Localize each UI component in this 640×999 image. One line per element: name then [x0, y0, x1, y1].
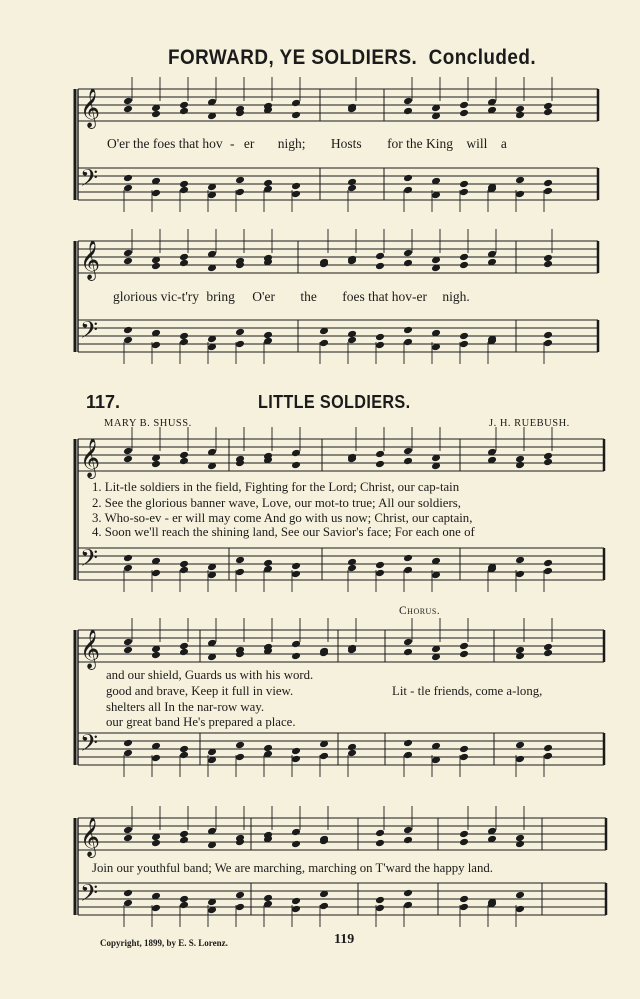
note-head [403, 638, 413, 647]
note-head [375, 829, 385, 838]
note-head [375, 333, 385, 342]
note-head [123, 889, 133, 898]
note-head [319, 339, 329, 348]
verse-line: and our shield, Guards us with his word. [106, 668, 314, 682]
note-head [403, 889, 413, 898]
note-head [179, 259, 189, 268]
note-head [543, 339, 553, 348]
note-head [291, 111, 301, 120]
note-head [235, 328, 245, 337]
chorus-lyric: Lit - tle friends, come a-long, [392, 684, 543, 698]
clef-icon: 𝄢 [80, 879, 99, 912]
note-head [375, 561, 385, 570]
note-head [179, 901, 189, 910]
note-head [515, 840, 525, 849]
page-number: 119 [334, 932, 355, 947]
note-head [123, 554, 133, 563]
note-head [375, 904, 385, 913]
note-head [179, 751, 189, 760]
lyric-line: O'er the foes that hov - er nigh; Hosts for the King will a [107, 136, 507, 151]
note-head [543, 567, 553, 576]
note-head [403, 566, 413, 575]
note-head [375, 569, 385, 578]
note-head [235, 556, 245, 565]
note-head [151, 460, 161, 469]
note-head [291, 640, 301, 649]
lyricist-credit: MARY B. SHUSS. [104, 418, 192, 429]
clef-icon: 𝄢 [80, 164, 99, 197]
note-head [151, 189, 161, 198]
note-head [291, 562, 301, 571]
note-head [543, 331, 553, 340]
note-head [375, 450, 385, 459]
note-head [515, 190, 525, 199]
note-head [151, 110, 161, 119]
note-head [459, 642, 469, 651]
note-head [459, 753, 469, 762]
note-head [291, 828, 301, 837]
clef-icon: 𝄞 [80, 817, 101, 857]
note-head [123, 174, 133, 183]
note-head [291, 182, 301, 191]
note-head [123, 638, 133, 647]
note-head [403, 97, 413, 106]
note-head [459, 253, 469, 262]
note-head [123, 826, 133, 835]
note-head [347, 184, 357, 193]
note-head [291, 449, 301, 458]
note-head [459, 180, 469, 189]
note-head [151, 569, 161, 578]
verse-line: shelters all In the nar-row way. [106, 700, 265, 714]
note-head [235, 753, 245, 762]
verse-line: good and brave, Keep it full in view. [106, 684, 294, 698]
note-head [543, 260, 553, 269]
page-title: FORWARD, YE SOLDIERS. Concluded. [168, 46, 537, 69]
note-head [515, 556, 525, 565]
note-head [347, 564, 357, 573]
note-head [459, 650, 469, 659]
note-head [403, 826, 413, 835]
note-head [459, 332, 469, 341]
clef-icon: 𝄢 [80, 316, 99, 349]
note-head [515, 111, 525, 120]
note-head [403, 648, 413, 657]
note-head [515, 905, 525, 914]
note-head [123, 97, 133, 106]
note-head [515, 461, 525, 470]
note-head [543, 187, 553, 196]
clef-icon: 𝄢 [80, 729, 99, 762]
note-head [515, 652, 525, 661]
note-head [403, 174, 413, 183]
note-head [235, 568, 245, 577]
clef-icon: 𝄞 [80, 88, 101, 128]
note-head [375, 896, 385, 905]
note-head [151, 754, 161, 763]
note-head [459, 261, 469, 270]
note-head [123, 336, 133, 345]
note-head [459, 895, 469, 904]
note-head [403, 326, 413, 335]
note-head [375, 460, 385, 469]
note-head [235, 188, 245, 197]
note-head [403, 751, 413, 760]
clef-icon: 𝄢 [80, 544, 99, 577]
note-head [291, 461, 301, 470]
note-head [543, 458, 553, 467]
note-head [123, 749, 133, 758]
note-head [543, 744, 553, 753]
note-head [403, 836, 413, 845]
note-head [151, 904, 161, 913]
note-head [459, 188, 469, 197]
note-head [515, 741, 525, 750]
note-head [403, 186, 413, 195]
note-head [459, 101, 469, 110]
note-head [403, 338, 413, 347]
note-head [291, 99, 301, 108]
note-head [403, 447, 413, 456]
note-head [123, 899, 133, 908]
note-head [179, 107, 189, 116]
note-head [543, 649, 553, 658]
note-head [515, 891, 525, 900]
note-head [403, 901, 413, 910]
note-head [179, 338, 189, 347]
verse-line: 3. Who-so-ev - er will may come And go with us now; Christ, our captain, [92, 511, 473, 525]
note-head [515, 570, 525, 579]
note-head [543, 179, 553, 188]
note-head [123, 739, 133, 748]
note-head [123, 184, 133, 193]
note-head [235, 741, 245, 750]
note-head [179, 457, 189, 466]
note-head [151, 262, 161, 271]
note-head [543, 108, 553, 117]
note-head [291, 190, 301, 199]
chorus-label: Chorus. [399, 605, 441, 617]
note-head [235, 176, 245, 185]
note-head [291, 570, 301, 579]
note-head [319, 902, 329, 911]
note-head [543, 559, 553, 568]
note-head [515, 176, 525, 185]
verse-line: our great band He's prepared a place. [106, 715, 296, 729]
note-head [375, 262, 385, 271]
note-head [459, 745, 469, 754]
note-head [151, 651, 161, 660]
note-head [123, 646, 133, 655]
note-head [179, 836, 189, 845]
note-head [347, 749, 357, 758]
note-head [543, 752, 553, 761]
note-head [123, 257, 133, 266]
note-head [459, 109, 469, 118]
note-head [459, 838, 469, 847]
note-head [123, 105, 133, 114]
note-head [291, 747, 301, 756]
note-head [375, 839, 385, 848]
note-head [403, 457, 413, 466]
note-head [459, 340, 469, 349]
chorus-lyric: Join our youthful band; We are marching, marching on T'ward the happy land. [92, 861, 493, 875]
note-head [123, 326, 133, 335]
note-head [403, 554, 413, 563]
note-head [403, 107, 413, 116]
note-head [151, 341, 161, 350]
note-head [179, 648, 189, 657]
note-head [515, 755, 525, 764]
note-head [179, 186, 189, 195]
note-head [235, 903, 245, 912]
note-head [291, 652, 301, 661]
note-head [123, 455, 133, 464]
verse-line: 4. Soon we'll reach the shining land, See our Savior's face; For each one of [92, 525, 475, 539]
note-head [347, 336, 357, 345]
note-head [375, 252, 385, 261]
note-head [375, 341, 385, 350]
note-head [123, 249, 133, 258]
note-head [403, 259, 413, 268]
note-head [291, 905, 301, 914]
note-head [123, 447, 133, 456]
note-head [151, 839, 161, 848]
hymn-number: 117. [86, 392, 121, 412]
clef-icon: 𝄞 [80, 438, 101, 478]
hymn-title: LITTLE SOLDIERS. [258, 392, 411, 412]
clef-icon: 𝄞 [80, 629, 101, 669]
verse-line: 1. Lit-tle soldiers in the field, Fighting for the Lord; Christ, our cap-tain [92, 480, 460, 494]
note-head [403, 739, 413, 748]
note-head [291, 897, 301, 906]
note-head [403, 249, 413, 258]
note-head [291, 755, 301, 764]
note-head [123, 564, 133, 573]
note-head [319, 752, 329, 761]
note-head [459, 830, 469, 839]
copyright-notice: Copyright, 1899, by E. S. Lorenz. [100, 938, 228, 948]
note-head [291, 840, 301, 849]
note-head [235, 340, 245, 349]
note-head [459, 903, 469, 912]
note-head [235, 891, 245, 900]
lyric-line: glorious vic-t'ry bring O'er the foes that hov-er nigh. [113, 289, 470, 304]
verse-line: 2. See the glorious banner wave, Love, our mot-to true; All our soldiers, [92, 496, 461, 510]
note-head [123, 834, 133, 843]
note-head [179, 566, 189, 575]
clef-icon: 𝄞 [80, 240, 101, 280]
composer-credit: J. H. RUEBUSH. [489, 418, 570, 429]
